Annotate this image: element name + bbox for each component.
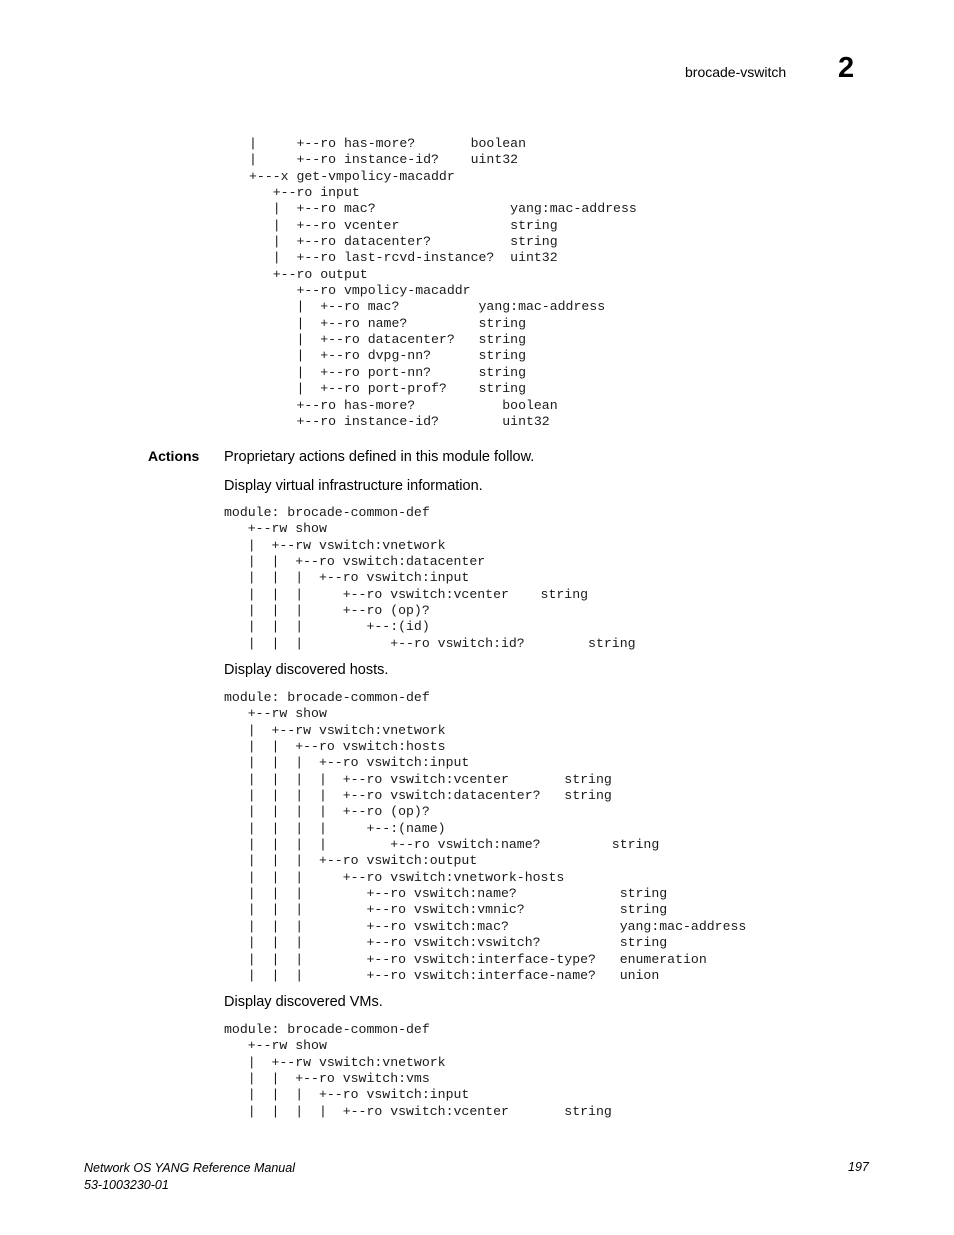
- chapter-number: 2: [838, 52, 855, 84]
- code-block-infrastructure: module: brocade-common-def +--rw show | +--rw vswitch:vnetwork | | +--ro vswitch:datacenter | | | +--ro vswitch:input | | | +--ro vswitch:vcenter string | | | +--ro (op)? | | | +--:(id) | | | +--ro vswitch:id? string: [224, 505, 636, 651]
- block-description: Display discovered hosts.: [224, 662, 389, 678]
- footer-document-info: [84, 1160, 295, 1194]
- block-description: Display virtual infrastructure information.: [224, 478, 483, 494]
- actions-intro: Proprietary actions defined in this module follow.: [224, 449, 535, 465]
- block-description: Display discovered VMs.: [224, 994, 383, 1010]
- code-block-hosts: module: brocade-common-def +--rw show | +--rw vswitch:vnetwork | | +--ro vswitch:hosts | | | +--ro vswitch:input | | | | +--ro vswitch:vcenter string | | | | +--ro vswitch:datacenter? string | | | | +--ro (op)? | | | | +--:(name) | | | | +--ro vswitch:name? string | | | +--ro vswitch:output | | | +--ro vswitch:vnetwork-hosts | | | +--ro vswitch:name? string | | | +--ro vswitch:vmnic? string | | | +--ro vswitch:mac? yang:mac-address | | | +--ro vswitch:vswitch? string | | | +--ro vswitch:interface-type? enumeration | | | +--ro vswitch:interface-name? union: [224, 690, 747, 983]
- footer-title: Network OS YANG Reference Manual: [84, 1161, 295, 1175]
- code-block-vms: module: brocade-common-def +--rw show | +--rw vswitch:vnetwork | | +--ro vswitch:vms | | | +--ro vswitch:input | | | | +--ro vswitch:vcenter string: [224, 1022, 612, 1119]
- code-block-rpc-tree: | +--ro has-more? boolean | +--ro instance-id? uint32 +---x get-vmpolicy-macaddr +--ro input | +--ro mac? yang:mac-address | +--ro vcenter string | +--ro datacenter? string | +--ro last-rcvd-instance? uint32 +--ro output +--ro vmpolicy-macaddr | +--ro mac? yang:mac-address | +--ro name? string | +--ro datacenter? string | +--ro dvpg-nn? string | +--ro port-nn? string | +--ro port-prof? string +--ro has-more? boolean +--ro instance-id? uint32: [249, 136, 637, 429]
- header-section-title: brocade-vswitch: [685, 64, 787, 80]
- page-number: 197: [848, 1160, 869, 1174]
- actions-label: Actions: [148, 448, 200, 464]
- footer-doc-number: 53-1003230-01: [84, 1178, 169, 1192]
